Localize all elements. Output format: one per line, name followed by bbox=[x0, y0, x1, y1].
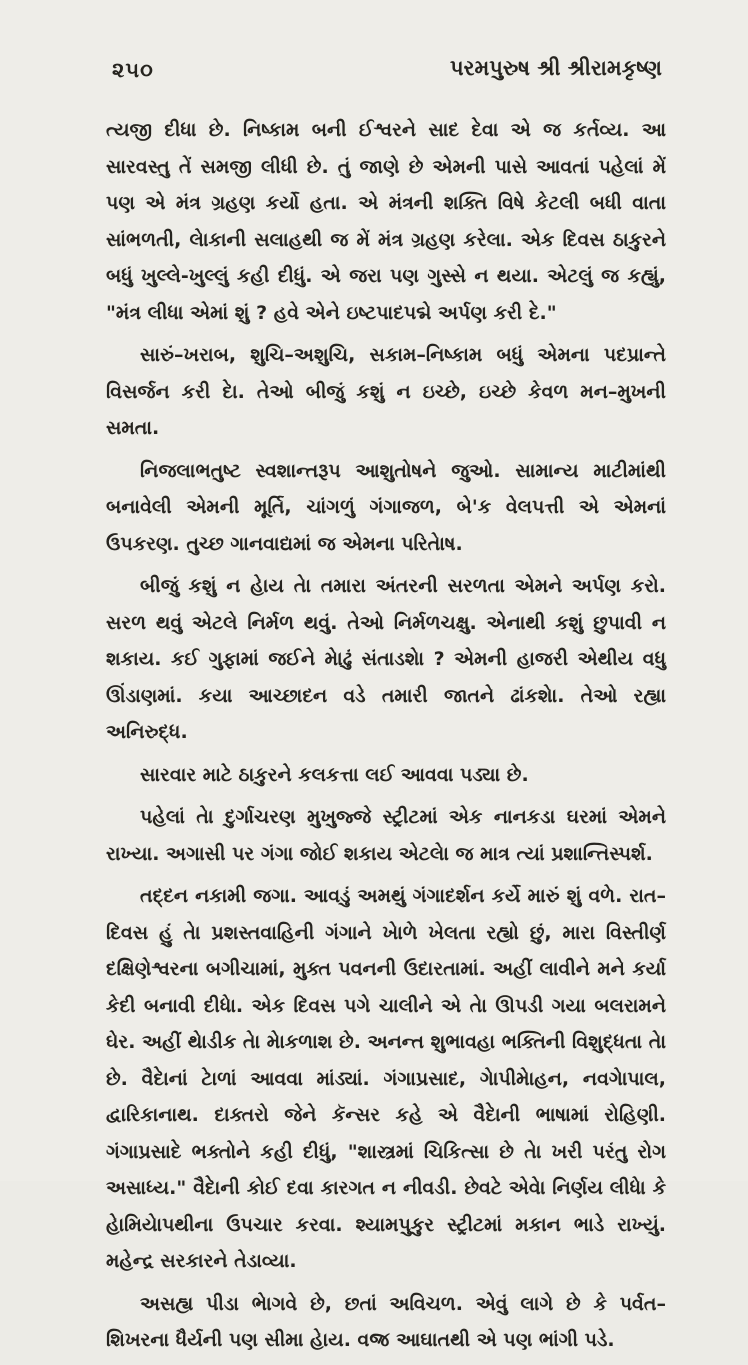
paragraph: તદ્દન નકામી જગા. આવડું અમથું ગંગાદર્શન કર્યે મારું શું વળે. રાત–દિવસ હું તેા પ્રશસ્તવાહિની ગંગાને ખેાળે ખેલતા રહ્યો છું, મારા વિસ્તીર્ણ દક્ષિણેશ્વરના બગીચામાં, મુક્ત પવનની ઉદારતામાં. અહીં લાવીને મને કર્યા કેદી બનાવી દીધેા. એક દિવસ પગે ચાલીને એ તેા ઊપડી ગયા બલરામને ઘેર. અહીં થેાડીક તેા મેાકળાશ છે. અનન્ત શુભાવહા ભક્તિની વિશુદ્ધતા તેા છે. વૈદેાનાં ટેાળાં આવવા માંડ્યાં. ગંગાપ્રસાદ, ગેાપીમેાહન, નવગેાપાલ, દ્વારિકાનાથ. દાક્તરો જેને કૅન્સર કહે એ વૈદેાની ભાષામાં રોહિણી. ગંગાપ્રસાદે ભક્તોને કહી દીધું, "શાસ્ત્રમાં ચિકિત્સા છે તેા ખરી પરંતુ રોગ અસાધ્ય." વૈદેાની કોઈ દવા કારગત ન નીવડી. છેવટે એવેા નિર્ણય લીધેા કે હેામિયેાપથીના ઉપચાર કરવા. શ્યામપુકુર સ્ટ્રીટમાં મકાન ભાડે રાખ્યું. મહેન્દ્ર સરકારને તેડાવ્યા. bbox=[106, 885, 666, 1272]
paragraph: સારવાર માટે ઠાકુરને કલકત્તા લઈ આવવા પડ્યા છે. bbox=[140, 763, 529, 786]
page-number: ૨૫૦ bbox=[112, 58, 154, 82]
running-header-title: પરમપુરુષ શ્રી શ્રીરામકૃષ્ણ bbox=[449, 56, 662, 80]
paragraph: ત્યજી દીધા છે. નિષ્કામ બની ઈશ્વરને સાદ દેવા એ જ કર્તવ્ય. આ સારવસ્તુ તેં સમજી લીધી છે. તું જાણે છે એમની પાસે આવતાં પહેલાં મેં પણ એ મંત્ર ગ્રહણ કર્યો હતા. એ મંત્રની શક્તિ વિષે કેટલી બધી વાતા સાંભળતી, લેાકાની સલાહથી જ મેં મંત્ર ગ્રહણ કરેલા. એક દિવસ ઠાકુરને બધું ખુલ્લે-ખુલ્લું કહી દીધું. એ જરા પણ ગુસ્સે ન થયા. એટલું જ કહ્યું, "મંત્ર લીધા એમાં શું ? હવે એને ઇષ્ટપાદપદ્મે અર્પણ કરી દે." bbox=[106, 119, 666, 324]
paragraph: સારું–ખરાબ, શુચિ–અશુચિ, સકામ–નિષ્કામ બધું એમના પદપ્રાન્તે વિસર્જન કરી દેા. તેઓ બીજું કશું ન ઇચ્છે, ઇચ્છે કેવળ મન–મુખની સમતા. bbox=[106, 344, 666, 439]
paragraph: બીજું કશું ન હેાય તેા તમારા અંતરની સરળતા એમને અર્પણ કરો. સરળ થવું એટલે નિર્મળ થવું. તેઓ નિર્મળચક્ષુ. એનાથી કશું છુપાવી ન શકાય. કઈ ગુફામાં જઈને મેાઢું સંતાડશેા ? એમની હાજરી એથીય વધુ ઊંડાણમાં. કયા આચ્છાદન વડે તમારી જાતને ઢાંકશેા. તેઓ રહ્યા અનિરુદ્ધ. bbox=[106, 575, 666, 743]
paragraph: અસહ્ય પીડા ભેાગવે છે, છતાં અવિચળ. એવું લાગે છે કે પર્વત–શિખરના ધૈર્યની પણ સીમા હેાય. વજ્ર આઘાતથી એ પણ ભાંગી પડે. bbox=[106, 1292, 666, 1351]
paragraph: નિજલાભતુષ્ટ સ્વશાન્તરૂપ આશુતોષને જુઓ. સામાન્ય માટીમાંથી બનાવેલી એમની મૂર્તિ, ચાંગળું ગંગાજળ, બે'ક વેલપત્તી એ એમનાં ઉપકરણ. તુચ્છ ગાનવાદ્યમાં જ એમના પરિતેાષ. bbox=[106, 459, 666, 555]
paragraph: પહેલાં તેા દુર્ગાચરણ મુખુજ્જે સ્ટ્રીટમાં એક નાનકડા ઘરમાં એમને રાખ્યા. અગાસી પર ગંગા જોઈ શકાય એટલેા જ માત્ર ત્યાં પ્રશાન્તિસ્પર્શ. bbox=[106, 806, 666, 865]
page-body bbox=[106, 112, 666, 1365]
